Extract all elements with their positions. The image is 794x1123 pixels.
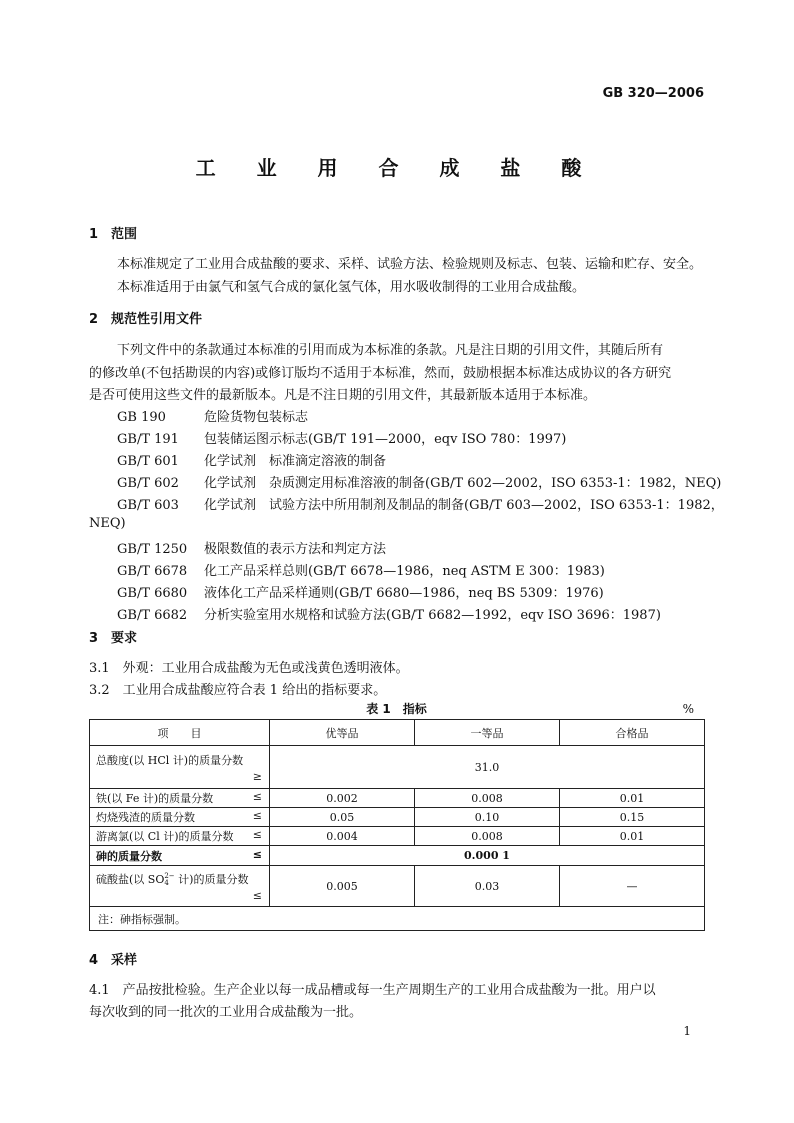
header-superior-grade: 优等品 bbox=[270, 720, 415, 746]
value-superior: 0.05 bbox=[270, 808, 415, 827]
value-qualified: 0.15 bbox=[560, 808, 705, 827]
standard-number: GB 320—2006 bbox=[602, 86, 704, 101]
reference-code: GB/T 603 bbox=[117, 498, 179, 513]
reference-title: 化学试剂 试验方法中所用制剂及制品的制备(GB/T 603—2002，ISO 6353-1：1982， bbox=[204, 498, 724, 513]
row-limit-symbol: ≤ bbox=[252, 847, 262, 861]
row-label-text: 总酸度(以 HCl 计)的质量分数 bbox=[96, 754, 244, 767]
reference-gbt-6680 bbox=[117, 582, 604, 601]
table-row-free-chlorine bbox=[90, 827, 705, 846]
reference-gbt-191 bbox=[117, 428, 566, 447]
row-label bbox=[90, 789, 270, 808]
reference-title: 化学试剂 杂质测定用标准溶液的制备(GB/T 602—2002，ISO 6353-1：1982，NEQ) bbox=[204, 476, 722, 491]
value-qualified: 0.01 bbox=[560, 827, 705, 846]
reference-gb-190 bbox=[117, 406, 308, 425]
reference-code: GB/T 1250 bbox=[117, 542, 188, 557]
indicator-table bbox=[89, 719, 705, 931]
reference-code: GB/T 602 bbox=[117, 476, 179, 491]
reference-gbt-603-continuation: NEQ) bbox=[89, 516, 126, 531]
section-2-intro-line-3: 是否可使用这些文件的最新版本。凡是不注日期的引用文件，其最新版本适用于本标准。 bbox=[89, 388, 597, 403]
section-4-heading: 4 采样 bbox=[89, 953, 138, 968]
header-first-grade: 一等品 bbox=[415, 720, 560, 746]
row-limit-symbol: ≤ bbox=[252, 809, 262, 822]
reference-code: GB/T 6680 bbox=[117, 586, 188, 601]
row-label-text: 铁(以 Fe 计)的质量分数 bbox=[96, 792, 214, 805]
table-note-row bbox=[90, 907, 705, 931]
row-label-text: 砷的质量分数 bbox=[96, 849, 162, 863]
section-1-heading: 1 范围 bbox=[89, 227, 138, 242]
table-note: 注：砷指标强制。 bbox=[90, 907, 705, 931]
reference-gbt-6682 bbox=[117, 604, 661, 623]
table-row-iron bbox=[90, 789, 705, 808]
reference-title: 极限数值的表示方法和判定方法 bbox=[204, 542, 387, 557]
row-label-text: 灼烧残渣的质量分数 bbox=[96, 811, 195, 824]
value-superior: 0.005 bbox=[270, 866, 415, 907]
row-label-text: 游离氯(以 Cl 计)的质量分数 bbox=[96, 830, 234, 843]
reference-title: 危险货物包装标志 bbox=[204, 410, 309, 425]
table-1-caption: 表 1 指标 bbox=[366, 702, 427, 716]
sulfate-ion-index: 2− 4 bbox=[164, 872, 175, 887]
document-title: 工 业 用 合 成 盐 酸 bbox=[195, 156, 599, 180]
value-qualified: 0.01 bbox=[560, 789, 705, 808]
header-qualified-grade: 合格品 bbox=[560, 720, 705, 746]
value-first: 0.008 bbox=[415, 827, 560, 846]
section-2-heading: 2 规范性引用文件 bbox=[89, 312, 203, 327]
table-row-arsenic bbox=[90, 846, 705, 866]
clause-3-1: 3.1 外观：工业用合成盐酸为无色或浅黄色透明液体。 bbox=[89, 661, 409, 676]
page-number: 1 bbox=[683, 1024, 691, 1038]
value-qualified: — bbox=[560, 866, 705, 907]
table-row-sulfate bbox=[90, 866, 705, 907]
reference-code: GB/T 6682 bbox=[117, 608, 188, 623]
reference-gbt-602 bbox=[117, 472, 721, 491]
row-label bbox=[90, 827, 270, 846]
section-1-para-1: 本标准规定了工业用合成盐酸的要求、采样、试验方法、检验规则及标志、包装、运输和贮存、安全。 bbox=[117, 257, 703, 272]
reference-title: 包装储运图示标志(GB/T 191—2000，eqv ISO 780：1997) bbox=[204, 432, 567, 447]
value-first: 0.03 bbox=[415, 866, 560, 907]
reference-title: 液体化工产品采样通则(GB/T 6680—1986，neq BS 5309：1976) bbox=[204, 586, 604, 601]
value-superior: 0.004 bbox=[270, 827, 415, 846]
value-superior: 0.002 bbox=[270, 789, 415, 808]
reference-code: GB 190 bbox=[117, 410, 166, 425]
reference-code: GB/T 6678 bbox=[117, 564, 188, 579]
section-2-intro-line-1: 下列文件中的条款通过本标准的引用而成为本标准的条款。凡是注日期的引用文件，其随后所有 bbox=[117, 343, 664, 358]
reference-title: 分析实验室用水规格和试验方法(GB/T 6682—1992，eqv ISO 3696：1987) bbox=[204, 608, 661, 623]
table-row-ignition-residue bbox=[90, 808, 705, 827]
clause-4-1-line-2: 每次收到的同一批次的工业用合成盐酸为一批。 bbox=[89, 1005, 363, 1020]
row-label bbox=[90, 808, 270, 827]
section-2-intro-line-2: 的修改单(不包括勘误的内容)或修订版均不适用于本标准，然而，鼓励根据本标准达成协议的各方研究 bbox=[89, 366, 672, 381]
row-limit-symbol: ≤ bbox=[252, 889, 262, 902]
row-limit-symbol: ≥ bbox=[252, 770, 262, 783]
reference-gbt-1250 bbox=[117, 538, 386, 557]
reference-gbt-603 bbox=[117, 494, 724, 513]
section-1-para-2: 本标准适用于由氯气和氢气合成的氯化氢气体，用水吸收制得的工业用合成盐酸。 bbox=[117, 280, 586, 295]
row-label bbox=[90, 866, 270, 907]
merged-value: 0.000 1 bbox=[270, 846, 705, 866]
reference-title: 化工产品采样总则(GB/T 6678—1986，neq ASTM E 300：1983) bbox=[204, 564, 605, 579]
value-first: 0.008 bbox=[415, 789, 560, 808]
reference-code: GB/T 191 bbox=[117, 432, 179, 447]
row-limit-symbol: ≤ bbox=[252, 790, 262, 803]
row-label-text: 硫酸盐(以 SO 2− 4 计)的质量分数 bbox=[96, 872, 249, 887]
section-3-heading: 3 要求 bbox=[89, 631, 138, 646]
table-header-row bbox=[90, 720, 705, 746]
table-1-unit: % bbox=[682, 702, 694, 716]
value-first: 0.10 bbox=[415, 808, 560, 827]
row-limit-symbol: ≤ bbox=[252, 828, 262, 841]
clause-4-1-line-1: 4.1 产品按批检验。生产企业以每一成品槽或每一生产周期生产的工业用合成盐酸为一批。用户以 bbox=[89, 983, 656, 998]
row-label bbox=[90, 846, 270, 866]
reference-gbt-6678 bbox=[117, 560, 605, 579]
table-row-total-acidity bbox=[90, 746, 705, 789]
reference-title: 化学试剂 标准滴定溶液的制备 bbox=[204, 454, 387, 469]
reference-code: GB/T 601 bbox=[117, 454, 179, 469]
merged-value: 31.0 bbox=[270, 746, 705, 789]
header-item: 项 目 bbox=[90, 720, 270, 746]
reference-gbt-601 bbox=[117, 450, 386, 469]
row-label bbox=[90, 746, 270, 789]
clause-3-2: 3.2 工业用合成盐酸应符合表 1 给出的指标要求。 bbox=[89, 683, 387, 698]
